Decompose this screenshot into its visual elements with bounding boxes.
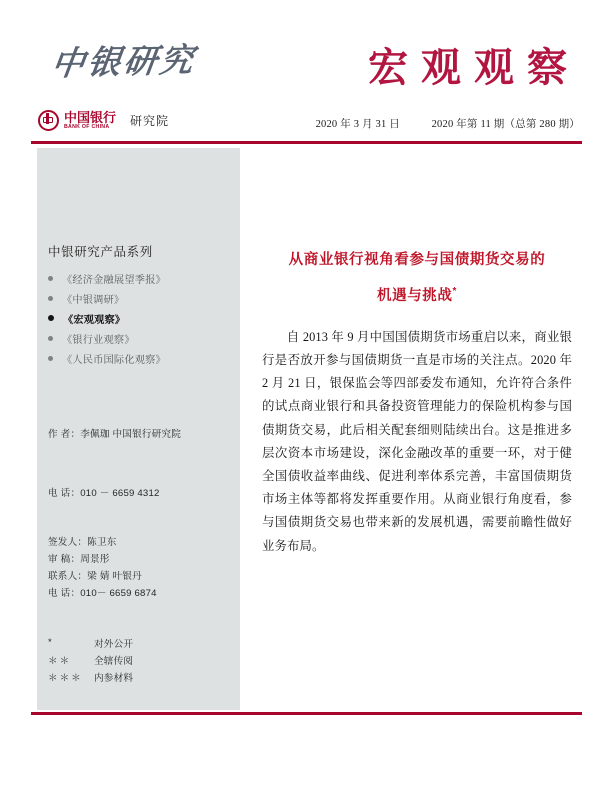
- bullet-icon: [48, 356, 53, 361]
- note-row-public: [48, 634, 133, 651]
- bullet-icon: [48, 296, 53, 301]
- boc-name-chinese: 中国银行: [64, 109, 117, 125]
- document-title-line-1: 从商业银行视角看参与国债期货交易的: [288, 252, 546, 268]
- bullet-icon: [48, 276, 53, 281]
- product-series-list: [48, 268, 233, 368]
- author-phone-line: 电 话：010 － 6659 4312: [48, 488, 160, 499]
- institute-label: 研究院: [130, 114, 170, 128]
- main-content: [262, 148, 572, 570]
- series-item-label: 《宏观观察》: [63, 314, 126, 326]
- bank-of-china-logo-row: [38, 110, 169, 131]
- issue-number: 2020 年第 11 期（总第 280 期）: [431, 119, 580, 130]
- issue-info-line: [316, 116, 580, 131]
- series-item-zhongyin-diaoyan[interactable]: [48, 288, 233, 308]
- series-item-yinhangye-guancha[interactable]: [48, 328, 233, 348]
- series-item-hongguan-guancha[interactable]: [48, 308, 233, 328]
- document-title-line-2: 机遇与挑战: [377, 287, 453, 304]
- note-label: 全辖传阅: [94, 655, 134, 667]
- boc-name-english: BANK OF CHINA: [64, 123, 110, 130]
- bank-of-china-wordmark: [64, 111, 116, 130]
- page-header: [0, 0, 612, 143]
- note-label: 对外公开: [94, 638, 134, 650]
- series-item-label: 《中银调研》: [62, 294, 125, 306]
- reviewer-line: 审 稿：周景彤: [48, 554, 110, 565]
- publication-date: 2020 年 3 月 31 日: [315, 119, 400, 130]
- sidebar-panel: [37, 148, 240, 710]
- contact-phone-line: 电 话：010－ 6659 6874: [48, 588, 157, 599]
- note-stars: *: [48, 637, 54, 648]
- note-label: 内参材料: [94, 672, 134, 684]
- series-item-label: 《银行业观察》: [62, 334, 135, 346]
- header-divider-rule: [31, 141, 582, 144]
- bullet-icon: [48, 336, 53, 341]
- series-item-label: 《经济金融展望季报》: [62, 274, 166, 286]
- note-row-restricted: [48, 668, 133, 685]
- distribution-notes: [48, 634, 133, 685]
- footer-divider-rule: [31, 712, 582, 715]
- series-item-jingji-jinrong[interactable]: [48, 268, 233, 288]
- sidebar-heading: 中银研究产品系列: [48, 245, 153, 259]
- note-row-internal-circulation: [48, 651, 133, 668]
- title-footnote-star: *: [452, 286, 457, 297]
- bank-of-china-emblem-icon: [38, 110, 59, 131]
- publication-masthead-title: 宏观观察: [368, 45, 580, 90]
- author-line: 作 者：李佩珈 中国银行研究院: [48, 429, 182, 440]
- contact-person-line: 联系人：梁 婧 叶银丹: [48, 571, 142, 582]
- series-item-renminbi-guojihua[interactable]: [48, 348, 233, 368]
- abstract-paragraph: 自 2013 年 9 月中国国债期货市场重启以来，商业银行是否放开参与国债期货一直是市场的关注点。2020 年 2 月 21 日，银保监会等四部委发布通知，允许符合条件的试点商业银行和具备投资管理能力的保险机构参与国债期货交易，此后相关配套细则陆续出台。这是推进多层次资本市场建设，深化金融改革的重要一环，对于健全国债收益率曲线、促进利率体系完善，丰富国债期货市场主体等都将发挥重要作用。从商业银行角度看，参与国债期货交易也带来新的发展机遇，需要前瞻性做好业务布局。: [262, 329, 572, 553]
- zhongyin-research-script-logo: 中银研究: [48, 42, 199, 84]
- signer-line: 签发人：陈卫东: [48, 537, 117, 548]
- bullet-icon-active: [48, 315, 54, 321]
- document-title-line-2-wrap: [262, 276, 572, 312]
- note-stars: ＊＊＊: [48, 672, 83, 684]
- series-item-label: 《人民币国际化观察》: [62, 354, 166, 366]
- document-title: [262, 244, 572, 312]
- note-stars: ＊＊: [48, 655, 72, 667]
